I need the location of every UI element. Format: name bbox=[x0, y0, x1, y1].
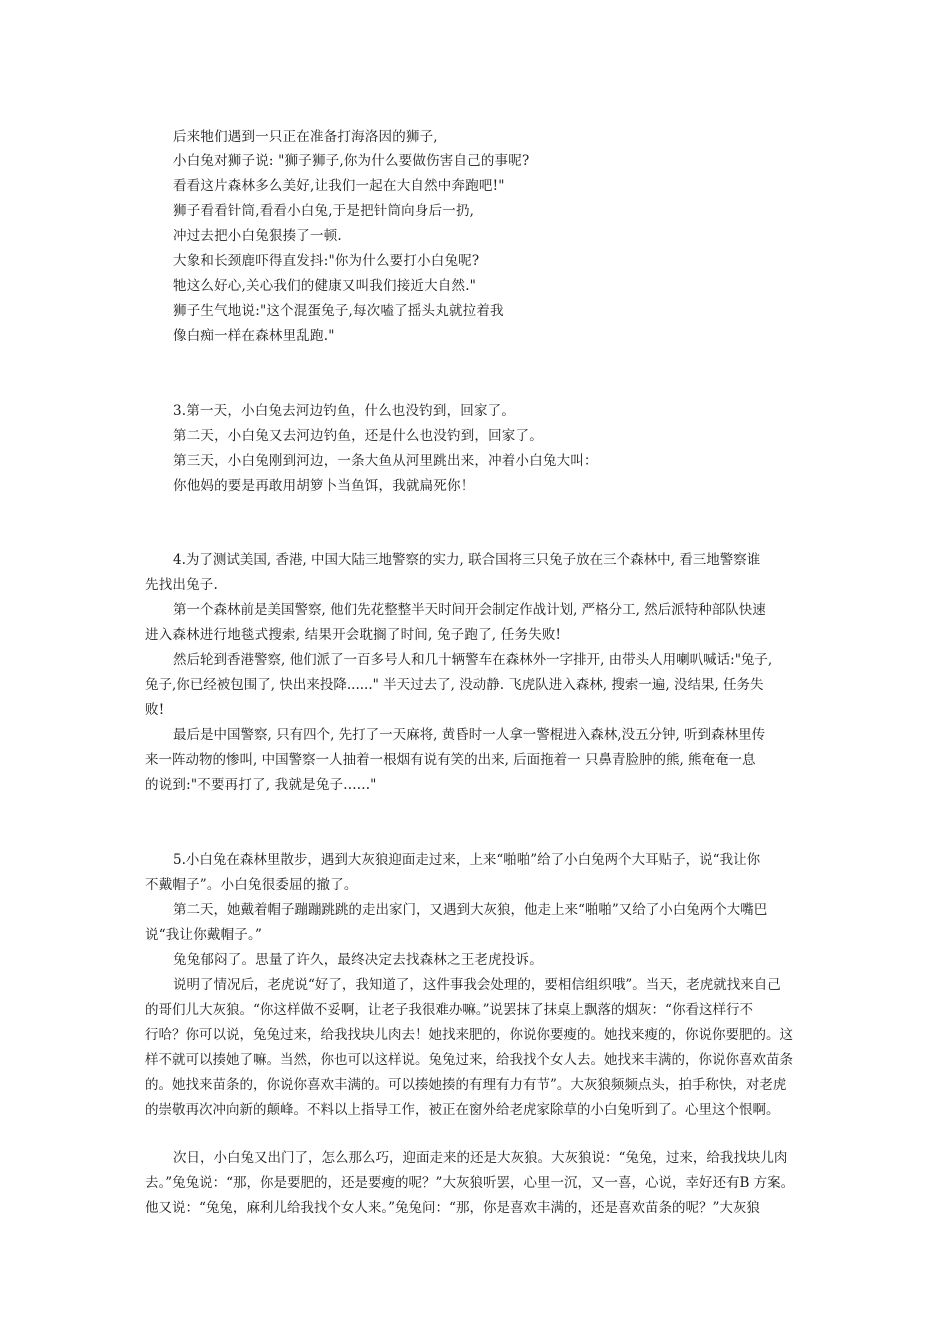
text-line: 看看这片森林多么美好,让我们一起在大自然中奔跑吧!" bbox=[173, 178, 505, 194]
text-line: 说明了情况后，老虎说“好了，我知道了，这件事我会处理的，要相信组织哦”。当天，老虎就找来自己 bbox=[173, 977, 781, 993]
text-line: 先找出兔子. bbox=[145, 577, 218, 593]
text-line: 的。她找来苗条的，你说你喜欢丰满的。可以揍她揍的有理有力有节”。大灰狼频频点头，拍手称快，对老虎 bbox=[145, 1077, 787, 1093]
text-line: 像白痴一样在森林里乱跑." bbox=[173, 328, 335, 344]
text-line: 不戴帽子”。小白兔很委屈的撤了。 bbox=[145, 877, 358, 893]
text-line: 5.小白兔在森林里散步，遇到大灰狼迎面走过来，上来“啪啪”给了小白兔两个大耳贴子，说“我让你 bbox=[173, 852, 761, 868]
text-line: 的崇敬再次冲向新的颠峰。不料以上指导工作，被正在窗外给老虎家除草的小白兔听到了。心里这个恨啊。 bbox=[145, 1102, 780, 1118]
text-line: 你他妈的要是再敢用胡箩卜当鱼饵，我就扁死你！ bbox=[173, 478, 475, 494]
text-line: 4.为了测试美国, 香港, 中国大陆三地警察的实力, 联合国将三只兔子放在三个森林中, 看三地警察谁 bbox=[173, 552, 761, 568]
text-line: 来一阵动物的惨叫, 中国警察一人抽着一根烟有说有笑的出来, 后面拖着一 只鼻青脸肿的熊, 熊奄奄一息 bbox=[145, 752, 756, 768]
text-line: 第二天，小白兔又去河边钓鱼，还是什么也没钓到，回家了。 bbox=[173, 428, 543, 444]
text-line: 说“我让你戴帽子。” bbox=[145, 927, 263, 943]
text-line: 狮子生气地说:"这个混蛋兔子,每次嗑了摇头丸就拉着我 bbox=[173, 303, 504, 319]
text-line: 去。”兔兔说：“那，你是要肥的，还是要瘦的呢？”大灰狼听罢，心里一沉，又一喜，心说，幸好还有B 方案。 bbox=[145, 1175, 795, 1191]
text-line: 后来牠们遇到一只正在准备打海洛因的狮子, bbox=[173, 129, 438, 145]
text-line: 行哈？你可以说，兔兔过来，给我找块儿肉去！她找来肥的，你说你要瘦的。她找来瘦的，你说你要肥的。这 bbox=[145, 1027, 793, 1043]
text-line: 3.第一天，小白兔去河边钓鱼，什么也没钓到，回家了。 bbox=[173, 403, 516, 419]
text-line: 大象和长颈鹿吓得直发抖:"你为什么要打小白兔呢? bbox=[173, 253, 480, 269]
text-line: 第一个森林前是美国警察, 他们先花整整半天时间开会制定作战计划, 严格分工, 然后派特种部队快速 bbox=[173, 602, 766, 618]
text-line: 进入森林进行地毯式搜索, 结果开会耽搁了时间, 兔子跑了, 任务失败! bbox=[145, 627, 562, 643]
text-line: 最后是中国警察, 只有四个, 先打了一天麻将, 黄昏时一人拿一警棍进入森林,没五分钟, 听到森林里传 bbox=[173, 727, 766, 743]
text-line: 次日，小白兔又出门了，怎么那么巧，迎面走来的还是大灰狼。大灰狼说：“兔兔，过来，给我找块儿肉 bbox=[173, 1150, 788, 1166]
text-line: 的哥们儿大灰狼。“你这样做不妥啊，让老子我很难办嘛。”说罢抹了抹桌上飘落的烟灰：“你看这样行不 bbox=[145, 1002, 753, 1018]
text-line: 然后轮到香港警察, 他们派了一百多号人和几十辆警车在森林外一字排开, 由带头人用喇叭喊话:"兔子, bbox=[173, 652, 773, 668]
text-line: 败! bbox=[145, 702, 165, 718]
text-line: 第三天，小白兔刚到河边，一条大鱼从河里跳出来，冲着小白兔大叫： bbox=[173, 453, 598, 469]
text-line: 兔子,你已经被包围了, 快出来投降......" 半天过去了, 没动静. 飞虎队进入森林, 搜索一遍, 没结果, 任务失 bbox=[145, 677, 764, 693]
text-line: 兔兔郁闷了。思量了许久，最终决定去找森林之王老虎投诉。 bbox=[173, 952, 543, 968]
text-line: 狮子看看针筒,看看小白兔,于是把针筒向身后一扔, bbox=[173, 203, 475, 219]
text-line: 样不就可以揍她了嘛。当然，你也可以这样说。兔兔过来，给我找个女人去。她找来丰满的，你说你喜欢苗条 bbox=[145, 1052, 793, 1068]
text-line: 冲过去把小白兔狠揍了一顿. bbox=[173, 228, 342, 244]
text-line: 第二天，她戴着帽子蹦蹦跳跳的走出家门，又遇到大灰狼，他走上来“啪啪”又给了小白兔两个大嘴巴 bbox=[173, 902, 768, 918]
text-line: 的说到:"不要再打了, 我就是兔子......" bbox=[145, 777, 377, 793]
text-line: 他又说：“兔兔，麻利儿给我找个女人来。”兔兔问：“那，你是喜欢丰满的，还是喜欢苗条的呢？”大灰狼 bbox=[145, 1200, 760, 1216]
text-line: 小白兔对狮子说: "狮子狮子,你为什么要做伤害自己的事呢? bbox=[173, 153, 530, 169]
text-line: 牠这么好心,关心我们的健康又叫我们接近大自然." bbox=[173, 278, 477, 294]
